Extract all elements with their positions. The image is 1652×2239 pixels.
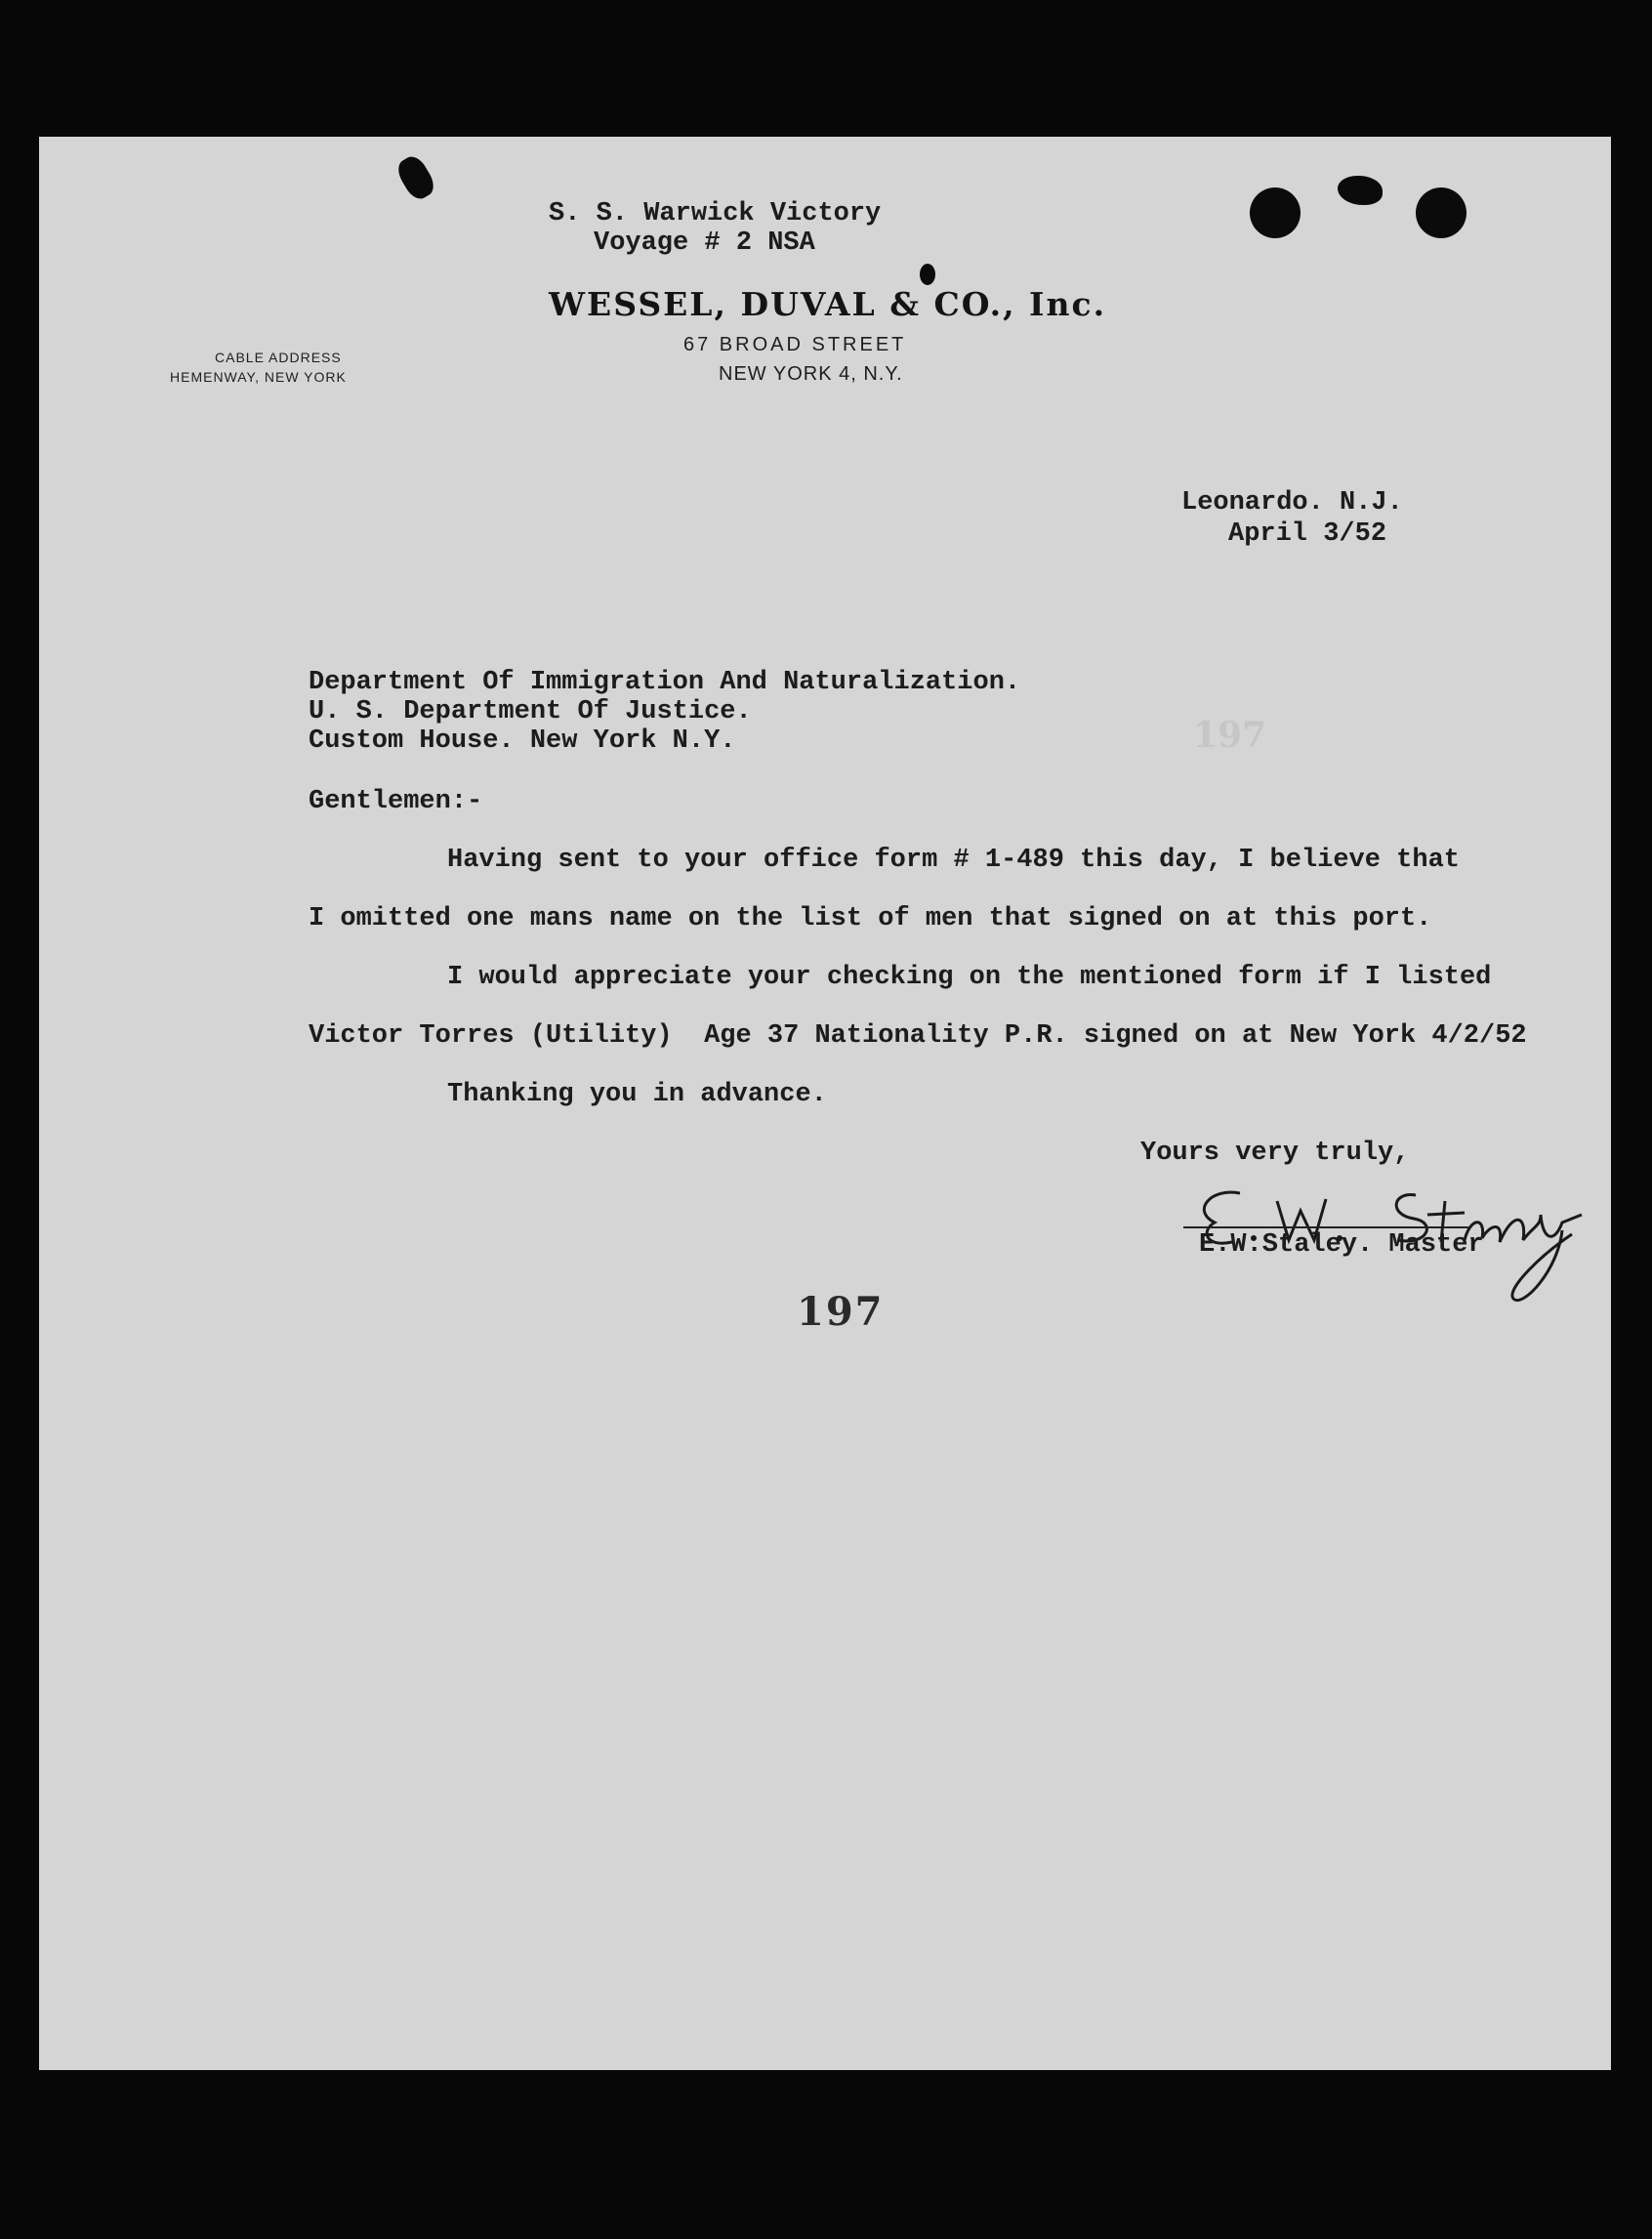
recipient-line-3: Custom House. New York N.Y. — [309, 726, 736, 756]
body-paragraph-2-line-2: Victor Torres (Utility) Age 37 Nationality P.R. signed on at New York 4/2/52 — [309, 1021, 1527, 1051]
signer-name: E.W.Staley. Master — [1199, 1230, 1484, 1260]
valediction: Yours very truly, — [1140, 1139, 1410, 1168]
cable-address-value: HEMENWAY, NEW YORK — [170, 369, 347, 385]
signature-rule — [1183, 1226, 1468, 1228]
punch-hole-right — [1416, 187, 1466, 238]
page-stamp-number: 197 — [797, 1289, 885, 1335]
company-street: 67 BROAD STREET — [683, 334, 907, 355]
ink-mark-small — [920, 264, 935, 285]
punch-hole-left — [1250, 187, 1301, 238]
body-paragraph-1-line-1: Having sent to your office form # 1-489 this day, I believe that — [447, 846, 1460, 875]
ink-mark-top-left — [393, 152, 438, 203]
letter-sheet — [39, 137, 1611, 2070]
ink-mark-center-right — [1338, 176, 1383, 205]
company-name: WESSEL, DUVAL & CO., Inc. — [549, 285, 1107, 323]
cable-address-label: CABLE ADDRESS — [215, 350, 342, 365]
body-paragraph-3: Thanking you in advance. — [447, 1080, 827, 1109]
faint-stamp-number: 197 — [1193, 715, 1267, 756]
salutation: Gentlemen:- — [309, 787, 483, 816]
letter-date: April 3/52 — [1228, 519, 1387, 549]
letter-place: Leonardo. N.J. — [1181, 488, 1403, 518]
company-city: NEW YORK 4, N.Y. — [719, 363, 903, 385]
recipient-line-1: Department Of Immigration And Naturalization. — [309, 668, 1021, 697]
recipient-line-2: U. S. Department Of Justice. — [309, 697, 752, 726]
body-paragraph-2-line-1: I would appreciate your checking on the mentioned form if I listed — [447, 963, 1492, 992]
vessel-line: S. S. Warwick Victory — [549, 199, 882, 228]
body-paragraph-1-line-2: I omitted one mans name on the list of men that signed on at this port. — [309, 904, 1432, 933]
voyage-line: Voyage # 2 NSA — [594, 228, 815, 258]
